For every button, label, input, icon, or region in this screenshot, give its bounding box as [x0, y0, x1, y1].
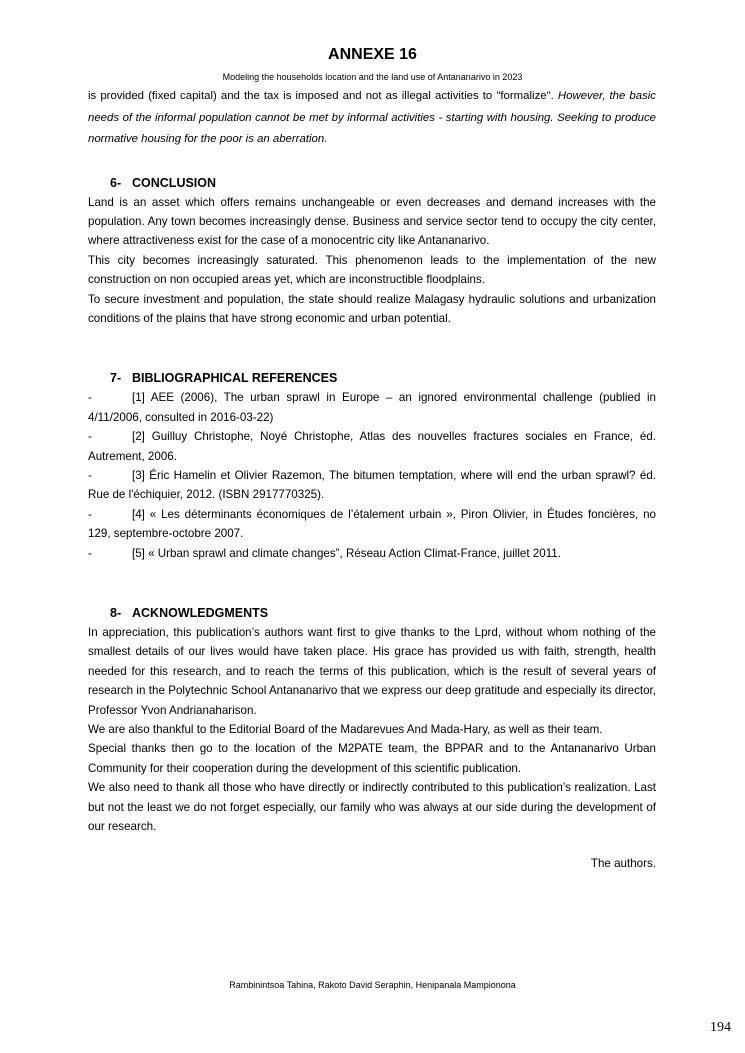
reference-bullet: -	[88, 468, 92, 482]
reference-item	[88, 466, 656, 505]
acknowledgments-paragraph: We are also thankful to the Editorial Board of the Madarevues And Mada-Hary, as well as their team.	[88, 723, 603, 737]
acknowledgments-heading	[88, 603, 656, 623]
reference-text: [3] Éric Hamelin et Olivier Razemon, The bitumen temptation, where will end the urban sprawl? éd. Rue de l'échiquier, 2012. (ISBN 2917770325).	[88, 468, 656, 502]
reference-item	[88, 544, 656, 563]
page-number: 194	[710, 1020, 731, 1035]
conclusion-paragraph: To secure investment and population, the state should realize Malagasy hydraulic solutions and urbanization conditions of the plains that have strong economic and urban potential.	[88, 292, 656, 325]
references-heading	[88, 368, 656, 388]
conclusion-heading	[88, 173, 656, 193]
intro-paragraph	[88, 86, 656, 151]
conclusion-number: 6-	[110, 175, 122, 190]
reference-bullet: -	[88, 507, 92, 521]
reference-item	[88, 505, 656, 544]
acknowledgments-title: ACKNOWLEDGMENTS	[132, 606, 269, 620]
conclusion-paragraph: Land is an asset which offers remains unchangeable or even decreases and demand increases with the population. Any town becomes increasingly dense. Business and service sector tend to occupy the city center, where attractiveness exist for the case of a monocentric city like Antananarivo.	[88, 195, 656, 248]
page-content	[88, 86, 656, 874]
reference-bullet: -	[88, 546, 92, 560]
intro-normal-text: is provided (fixed capital) and the tax is imposed and not as illegal activities to "formalize".	[88, 90, 558, 102]
references-title: BIBLIOGRAPHICAL REFERENCES	[132, 371, 338, 386]
intro-italic-text: However, the basic needs of the informal population cannot be met by informal activities - starting with housing. Seeking to produce normative housing for the poor is an aberration.	[88, 90, 656, 145]
reference-text: [4] « Les déterminants économiques de l’étalement urbain », Piron Olivier, in Études foncières, no 129, septembre-octobre 2007.	[88, 507, 656, 541]
annex-title: ANNEXE 16	[328, 46, 417, 63]
reference-text: [2] Guilluy Christophe, Noyé Christophe, Atlas des nouvelles fractures sociales en France, éd. Autrement, 2006.	[88, 430, 656, 463]
reference-bullet: -	[88, 430, 92, 444]
conclusion-title: CONCLUSION	[132, 175, 217, 190]
signature: The authors.	[590, 857, 656, 871]
reference-item	[88, 427, 656, 466]
reference-item	[88, 388, 656, 427]
reference-text: [1] AEE (2006), The urban sprawl in Europe – an ignored environmental challenge (publied in 4/11/2006, consulted in 2016-03-22)	[88, 391, 656, 424]
conclusion-paragraph: This city becomes increasingly saturated. This phenomenon leads to the implementation of the new construction on non occupied areas yet, which are inconstructible floodplains.	[88, 253, 656, 287]
footer-authors: Rambinintsoa Tahina, Rakoto David Seraphin, Henipanala Mampionona	[229, 980, 516, 990]
annex-subtitle: Modeling the households location and the land use of Antananarivo in 2023	[222, 72, 523, 82]
acknowledgments-paragraph: Special thanks then go to the location of the M2PATE team, the BPPAR and to the Antananarivo Urban Community for their cooperation during the development of this scientific publication.	[88, 742, 656, 775]
acknowledgments-paragraph: In appreciation, this publication’s authors want first to give thanks to the Lprd, without whom nothing of the smallest details of our lives would have taken place. His grace has provided us with faith, strength, health needed for this research, and to reach the terms of this publication, which is the result of several years of research in the Polytechnic School Antananarivo that we express our deep gratitude and especially its director, Professor Yvon Andrianaharison.	[88, 626, 656, 717]
reference-bullet: -	[88, 391, 92, 405]
acknowledgments-number: 8-	[110, 606, 122, 620]
reference-text: [5] « Urban sprawl and climate changes”, Réseau Action Climat-France, juillet 2011.	[132, 546, 561, 560]
references-number: 7-	[110, 371, 122, 386]
acknowledgments-paragraph: We also need to thank all those who have directly or indirectly contributed to this publication’s realization. Last but not the least we do not forget especially, our family who was always at our side during the development of our research.	[88, 781, 656, 834]
